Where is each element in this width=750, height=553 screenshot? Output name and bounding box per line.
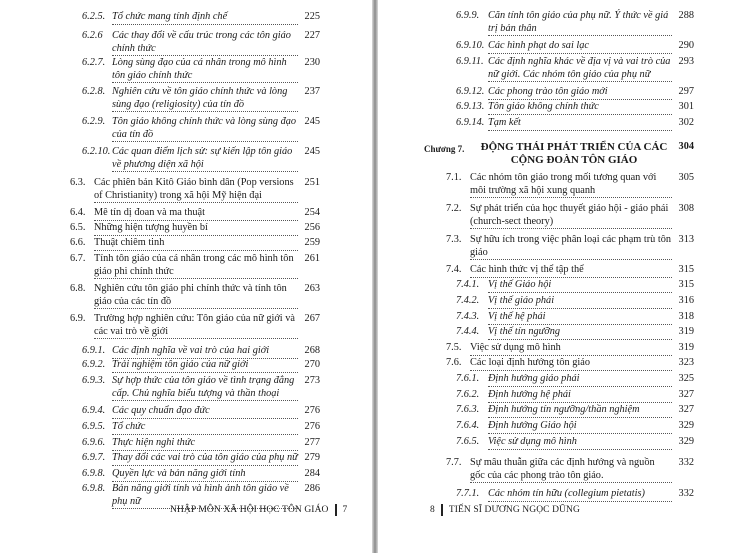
toc-entry-title: Các loại định hướng tôn giáo: [470, 357, 672, 371]
toc-entry-title: Tôn giáo không chính thức và lòng sùng đạo của tín đồ: [112, 116, 298, 142]
toc-entry: [446, 342, 694, 356]
toc-entry: [456, 373, 694, 387]
toc-entry-page: 268: [304, 345, 320, 356]
toc-entry-number: Chương 7.: [424, 144, 465, 154]
toc-entry-title: Sự hữu ích trong việc phân loại các phạm trù tôn giáo: [470, 234, 672, 260]
toc-entry: [70, 177, 320, 203]
toc-entry-title: Tổ chức: [112, 421, 298, 435]
toc-entry: [446, 234, 694, 260]
toc-entry-page: 308: [678, 203, 694, 214]
toc-entry-title: Các quan điểm lịch sử: sự kiến lập tôn giáo về phương diện xã hội: [112, 146, 298, 172]
toc-entry-page: 293: [678, 56, 694, 67]
toc-entry-page: 245: [304, 116, 320, 127]
toc-entry-title: Quyền lực và bản năng giới tính: [112, 468, 298, 482]
toc-entry-page: 279: [304, 452, 320, 463]
toc-entry-title: Tính tôn giáo của cá nhân trong các mô hình tôn giáo phi chính thức: [94, 253, 298, 279]
toc-entry-page: 304: [678, 141, 694, 152]
toc-entry-page: 276: [304, 421, 320, 432]
toc-entry: [82, 421, 320, 435]
toc-entry-number: 6.9.7.: [82, 452, 106, 463]
toc-entry: [456, 389, 694, 403]
toc-entry: [82, 437, 320, 451]
toc-entry: [82, 405, 320, 419]
toc-entry-number: 6.9.12.: [456, 86, 485, 97]
toc-entry: [456, 40, 694, 54]
toc-entry-title: Sự hợp thức của tôn giáo về tình trạng đẳng cấp. Chủ nghĩa biểu tượng và thần thoại: [112, 375, 298, 401]
toc-entry-number: 7.7.: [446, 457, 462, 468]
toc-entry-title: Căn tính tôn giáo của phụ nữ. Ý thức về giá trị bản thân: [488, 10, 672, 36]
toc-entry: [82, 375, 320, 401]
toc-entry-number: 6.9.: [70, 313, 86, 324]
toc-entry-number: 6.9.5.: [82, 421, 106, 432]
toc-entry-number: 6.9.8.: [82, 483, 106, 494]
toc-entry-title: Tôn giáo không chính thức: [488, 101, 672, 115]
toc-entry-number: 6.5.: [70, 222, 86, 233]
toc-entry-page: 284: [304, 468, 320, 479]
toc-entry: [82, 452, 320, 466]
toc-entry-title: Vị thế giáo phái: [488, 295, 672, 309]
toc-entry-number: 7.2.: [446, 203, 462, 214]
toc-entry: [82, 30, 320, 56]
toc-entry-page: 286: [304, 483, 320, 494]
toc-entry-page: 327: [678, 389, 694, 400]
page-number: 8: [430, 505, 435, 516]
toc-entry: [456, 279, 694, 293]
toc-entry-title: Vị thế tín ngưỡng: [488, 326, 672, 340]
toc-entry-title: Định hướng tín ngưỡng/thần nghiệm: [488, 404, 672, 418]
toc-entry-number: 7.4.2.: [456, 295, 480, 306]
toc-entry-page: 230: [304, 57, 320, 68]
toc-entry: [456, 117, 694, 131]
toc-entry-title: Tổ chức mang tính định chế: [112, 11, 298, 25]
running-title: NHẬP MÔN XÃ HỘI HỌC TÔN GIÁO: [170, 505, 329, 516]
toc-entry-number: 7.5.: [446, 342, 462, 353]
toc-entry: [456, 295, 694, 309]
page-number: 7: [342, 505, 348, 516]
toc-entry: [456, 56, 694, 82]
toc-entry-page: 237: [304, 86, 320, 97]
toc-entry: [82, 345, 320, 359]
toc-entry-page: 263: [304, 283, 320, 294]
toc-entry-title: Sự mâu thuẫn giữa các định hướng và nguồn gốc của các phong trào tôn giáo.: [470, 457, 672, 483]
toc-entry-page: 225: [304, 11, 320, 22]
toc-entry-page: 302: [678, 117, 694, 128]
toc-entry: [70, 283, 320, 309]
toc-entry: [456, 101, 694, 115]
right-page: [378, 0, 750, 553]
toc-entry-number: 6.2.8.: [82, 86, 106, 97]
toc-entry-title: Các thay đổi về cấu trúc trong các tôn giáo chính thức: [112, 30, 298, 56]
toc-entry-number: 7.4.4.: [456, 326, 480, 337]
toc-entry-page: 297: [678, 86, 694, 97]
toc-entry-number: 7.6.1.: [456, 373, 480, 384]
toc-entry-title: ĐỘNG THÁI PHÁT TRIỂN CỦA CÁC CỘNG ĐOÀN TÔN GIÁO: [480, 141, 668, 166]
toc-entry-number: 6.9.13.: [456, 101, 485, 112]
toc-entry-page: 332: [678, 488, 694, 499]
toc-entry: [82, 359, 320, 373]
toc-entry-page: 315: [678, 279, 694, 290]
toc-entry: [456, 436, 694, 450]
author-name: TIẾN SĨ DƯƠNG NGỌC DŨNG: [448, 505, 580, 516]
toc-entry: [456, 488, 694, 502]
toc-entry-number: 6.9.4.: [82, 405, 106, 416]
toc-entry: [70, 313, 320, 339]
toc-entry-title: Các nhóm tín hữu (collegium pietatis): [488, 488, 672, 502]
footer-separator: [335, 504, 337, 516]
toc-entry-number: 7.3.: [446, 234, 462, 245]
toc-entry-page: 288: [678, 10, 694, 21]
toc-entry-title: Các định nghĩa về vai trò của hai giới: [112, 345, 298, 359]
toc-entry-title: Định hướng giáo phái: [488, 373, 672, 387]
toc-entry-title: Trải nghiệm tôn giáo của nữ giới: [112, 359, 298, 373]
toc-entry-number: 6.9.6.: [82, 437, 106, 448]
toc-entry-title: Các định nghĩa khác về địa vị và vai trò của nữ giới. Các nhóm tôn giáo của phụ nữ: [488, 56, 672, 82]
toc-entry: [82, 146, 320, 172]
toc-entry-number: 6.2.6: [82, 30, 103, 41]
toc-entry-number: 6.9.3.: [82, 375, 106, 386]
toc-entry-number: 6.2.7.: [82, 57, 106, 68]
toc-entry: [446, 357, 694, 371]
toc-entry-number: 6.8.: [70, 283, 86, 294]
toc-entry: [456, 404, 694, 418]
toc-entry-title: Sự phát triển của học thuyết giáo hội - giáo phái (church-sect theory): [470, 203, 672, 229]
toc-entry-page: 256: [304, 222, 320, 233]
toc-entry-title: Thuật chiêm tinh: [94, 237, 298, 251]
toc-entry-number: 6.9.2.: [82, 359, 106, 370]
toc-entry-title: Vị thế Giáo hội: [488, 279, 672, 293]
toc-entry-number: 7.6.4.: [456, 420, 480, 431]
toc-entry-number: 7.6.5.: [456, 436, 480, 447]
toc-entry: [82, 57, 320, 83]
toc-entry-number: 7.1.: [446, 172, 462, 183]
toc-entry: [446, 264, 694, 278]
toc-entry-page: 270: [304, 359, 320, 370]
toc-entry: [456, 420, 694, 434]
toc-entry-number: 6.2.5.: [82, 11, 106, 22]
toc-entry-page: 301: [678, 101, 694, 112]
toc-entry: [456, 311, 694, 325]
toc-entry-page: 318: [678, 311, 694, 322]
toc-entry-title: Định hướng hệ phái: [488, 389, 672, 403]
toc-entry-page: 261: [304, 253, 320, 264]
toc-entry: [82, 116, 320, 142]
toc-entry-page: 329: [678, 436, 694, 447]
toc-entry-number: 6.9.8.: [82, 468, 106, 479]
toc-entry-title: Lòng sùng đạo của cá nhân trong mô hình tôn giáo chính thức: [112, 57, 298, 83]
toc-entry-page: 251: [304, 177, 320, 188]
toc-entry-number: 6.9.10.: [456, 40, 485, 51]
toc-entry-number: 6.2.9.: [82, 116, 106, 127]
toc-entry-number: 6.9.11.: [456, 56, 484, 67]
toc-entry-page: 305: [678, 172, 694, 183]
toc-entry-number: 6.3.: [70, 177, 86, 188]
toc-entry-page: 267: [304, 313, 320, 324]
toc-entry-page: 276: [304, 405, 320, 416]
toc-entry-title: Tạm kết: [488, 117, 672, 131]
left-page: [0, 0, 372, 553]
toc-entry-page: 313: [678, 234, 694, 245]
toc-entry-title: Việc sử dụng mô hình: [470, 342, 672, 356]
toc-entry: [446, 172, 694, 198]
toc-entry: [70, 207, 320, 221]
toc-entry-title: Các nhóm tôn giáo trong mối tương quan với môi trường xã hội xung quanh: [470, 172, 672, 198]
toc-entry-page: 254: [304, 207, 320, 218]
toc-entry-title: Các quy chuẩn đạo đức: [112, 405, 298, 419]
toc-entry: [446, 457, 694, 483]
toc-entry-page: 319: [678, 342, 694, 353]
toc-entry-number: 6.9.9.: [456, 10, 480, 21]
toc-entry-page: 259: [304, 237, 320, 248]
toc-entry-page: 323: [678, 357, 694, 368]
toc-chapter-entry: [424, 141, 694, 167]
toc-entry-title: Mê tín dị đoan và ma thuật: [94, 207, 298, 221]
toc-entry-page: 329: [678, 420, 694, 431]
toc-entry-number: 7.4.: [446, 264, 462, 275]
toc-entry-page: 277: [304, 437, 320, 448]
toc-entry-title: Bản năng giới tính và hình ảnh tôn giáo về phụ nữ: [112, 483, 298, 509]
toc-entry-title: Việc sử dụng mô hình: [488, 436, 672, 450]
toc-entry-title: Các phiên bản Kitô Giáo bình dân (Pop versions of Christianity) trong xã hội Mỹ hiện đại: [94, 177, 298, 203]
footer-left: [170, 504, 347, 516]
toc-entry-page: 325: [678, 373, 694, 384]
toc-entry-title: Nghiên cứu tôn giáo phi chính thức và tính tôn giáo của các tín đồ: [94, 283, 298, 309]
toc-entry-page: 315: [678, 264, 694, 275]
toc-entry-title: Các hình thức vị thể tập thể: [470, 264, 672, 278]
toc-entry-page: 332: [678, 457, 694, 468]
toc-entry: [82, 86, 320, 112]
toc-entry-page: 290: [678, 40, 694, 51]
toc-entry-number: 6.9.14.: [456, 117, 485, 128]
toc-entry-number: 6.7.: [70, 253, 86, 264]
toc-entry-number: 7.6.3.: [456, 404, 480, 415]
footer-separator: [441, 504, 443, 516]
toc-entry-title: Định hướng Giáo hội: [488, 420, 672, 434]
toc-entry-title: Nghiên cứu về tôn giáo chính thức và lòng sùng đạo (religiosity) của tín đồ: [112, 86, 298, 112]
toc-entry-number: 7.6.2.: [456, 389, 480, 400]
toc-entry: [70, 222, 320, 236]
toc-entry-title: Các phong trào tôn giáo mới: [488, 86, 672, 100]
toc-entry-page: 227: [304, 30, 320, 41]
toc-entry-number: 7.7.1.: [456, 488, 480, 499]
toc-entry-title: Thay đổi các vai trò của tôn giáo của phụ nữ: [112, 452, 298, 466]
toc-entry-title: Các hình phạt do sai lạc: [488, 40, 672, 54]
toc-entry-page: 327: [678, 404, 694, 415]
toc-entry-title: Vị thế hệ phái: [488, 311, 672, 325]
toc-entry-number: 6.6.: [70, 237, 86, 248]
toc-entry-number: 6.2.10.: [82, 146, 111, 157]
toc-entry-page: 319: [678, 326, 694, 337]
toc-entry: [456, 86, 694, 100]
toc-entry-number: 6.4.: [70, 207, 86, 218]
toc-entry: [456, 10, 694, 36]
toc-entry-number: 7.6.: [446, 357, 462, 368]
toc-entry-number: 7.4.3.: [456, 311, 480, 322]
toc-entry: [82, 11, 320, 25]
toc-entry-number: 6.9.1.: [82, 345, 106, 356]
toc-entry: [456, 326, 694, 340]
toc-entry: [82, 468, 320, 482]
toc-entry: [70, 237, 320, 251]
toc-entry-title: Trường hợp nghiên cứu: Tôn giáo của nữ giới và các vai trò về giới: [94, 313, 298, 339]
toc-entry-number: 7.4.1.: [456, 279, 480, 290]
toc-entry-page: 245: [304, 146, 320, 157]
footer-right: [430, 504, 580, 516]
toc-entry-title: Những hiện tượng huyền bí: [94, 222, 298, 236]
toc-entry: [446, 203, 694, 229]
toc-entry-title: Thực hiện nghi thức: [112, 437, 298, 451]
toc-entry: [70, 253, 320, 279]
toc-entry-page: 273: [304, 375, 320, 386]
toc-entry-page: 316: [678, 295, 694, 306]
